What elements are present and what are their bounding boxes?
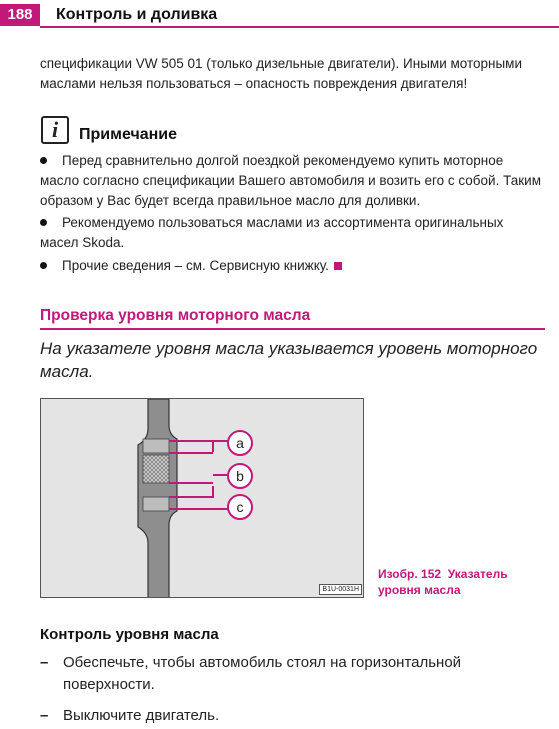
- procedure-step-text: Выключите двигатель.: [63, 707, 220, 724]
- note-bullet-text: Рекомендуемо пользоваться маслами из ассортимента оригинальных масел Skoda.: [40, 215, 504, 250]
- note-bullet-text: Перед сравнительно долгой поездкой рекомендуемо купить моторное масло согласно спецификации Вашего автомобиля и возить его с собой. Таким образом у Вас будет всегда правильное масло для доливки.: [40, 153, 541, 208]
- note-bullet-text-wrap: [40, 256, 545, 276]
- level-mark-c: [143, 497, 169, 511]
- procedure-step-text: Обеспечьте, чтобы автомобиль стоял на горизонтальной поверхности.: [63, 654, 462, 693]
- dipstick-illustration: [41, 399, 364, 598]
- note-bullet-2: [40, 213, 545, 253]
- level-mark-a: [143, 439, 169, 453]
- figure-code: B1U-0031H: [319, 584, 362, 595]
- header-rule: [40, 26, 559, 28]
- note-bullet-3: [40, 256, 545, 276]
- section-heading: Проверка уровня моторного масла: [40, 307, 311, 324]
- section-lead: На указателе уровня масла указывается уровень моторного масла.: [40, 339, 538, 381]
- end-of-section-marker: [334, 262, 342, 270]
- dipstick-figure: [40, 398, 364, 598]
- procedure-step-1: [40, 652, 545, 696]
- bullet-dot: [40, 157, 47, 164]
- callout-label-a: a: [236, 435, 244, 451]
- bullet-dot: [40, 219, 47, 226]
- note-title: Примечание: [79, 126, 178, 143]
- info-icon: i: [41, 116, 69, 144]
- procedure-step-2: [40, 705, 545, 727]
- page-number: 188: [0, 4, 40, 26]
- callout-label-b: b: [236, 468, 244, 484]
- callout-lines: [169, 441, 228, 509]
- intro-paragraph: спецификации VW 505 01 (только дизельные двигатели). Иными моторными маслами нельзя пользоваться – опасность повреждения двигателя!: [40, 56, 523, 91]
- figure-caption-text: Указатель уровня масла: [378, 567, 508, 597]
- section-rule: [40, 328, 545, 330]
- callout-label-c: c: [236, 499, 244, 515]
- section-title: Контроль и доливка: [56, 6, 218, 23]
- procedure-heading: Контроль уровня масла: [40, 626, 219, 643]
- level-mark-b: [143, 455, 169, 483]
- note-bullet-1: [40, 151, 545, 211]
- step-dash: –: [40, 707, 49, 724]
- figure-caption: [378, 566, 548, 598]
- bullet-dot: [40, 262, 47, 269]
- step-dash: –: [40, 654, 49, 671]
- note-bullet-text: Прочие сведения – см. Сервисную книжку.: [62, 258, 329, 273]
- figure-caption-number: Изобр. 152: [378, 567, 442, 581]
